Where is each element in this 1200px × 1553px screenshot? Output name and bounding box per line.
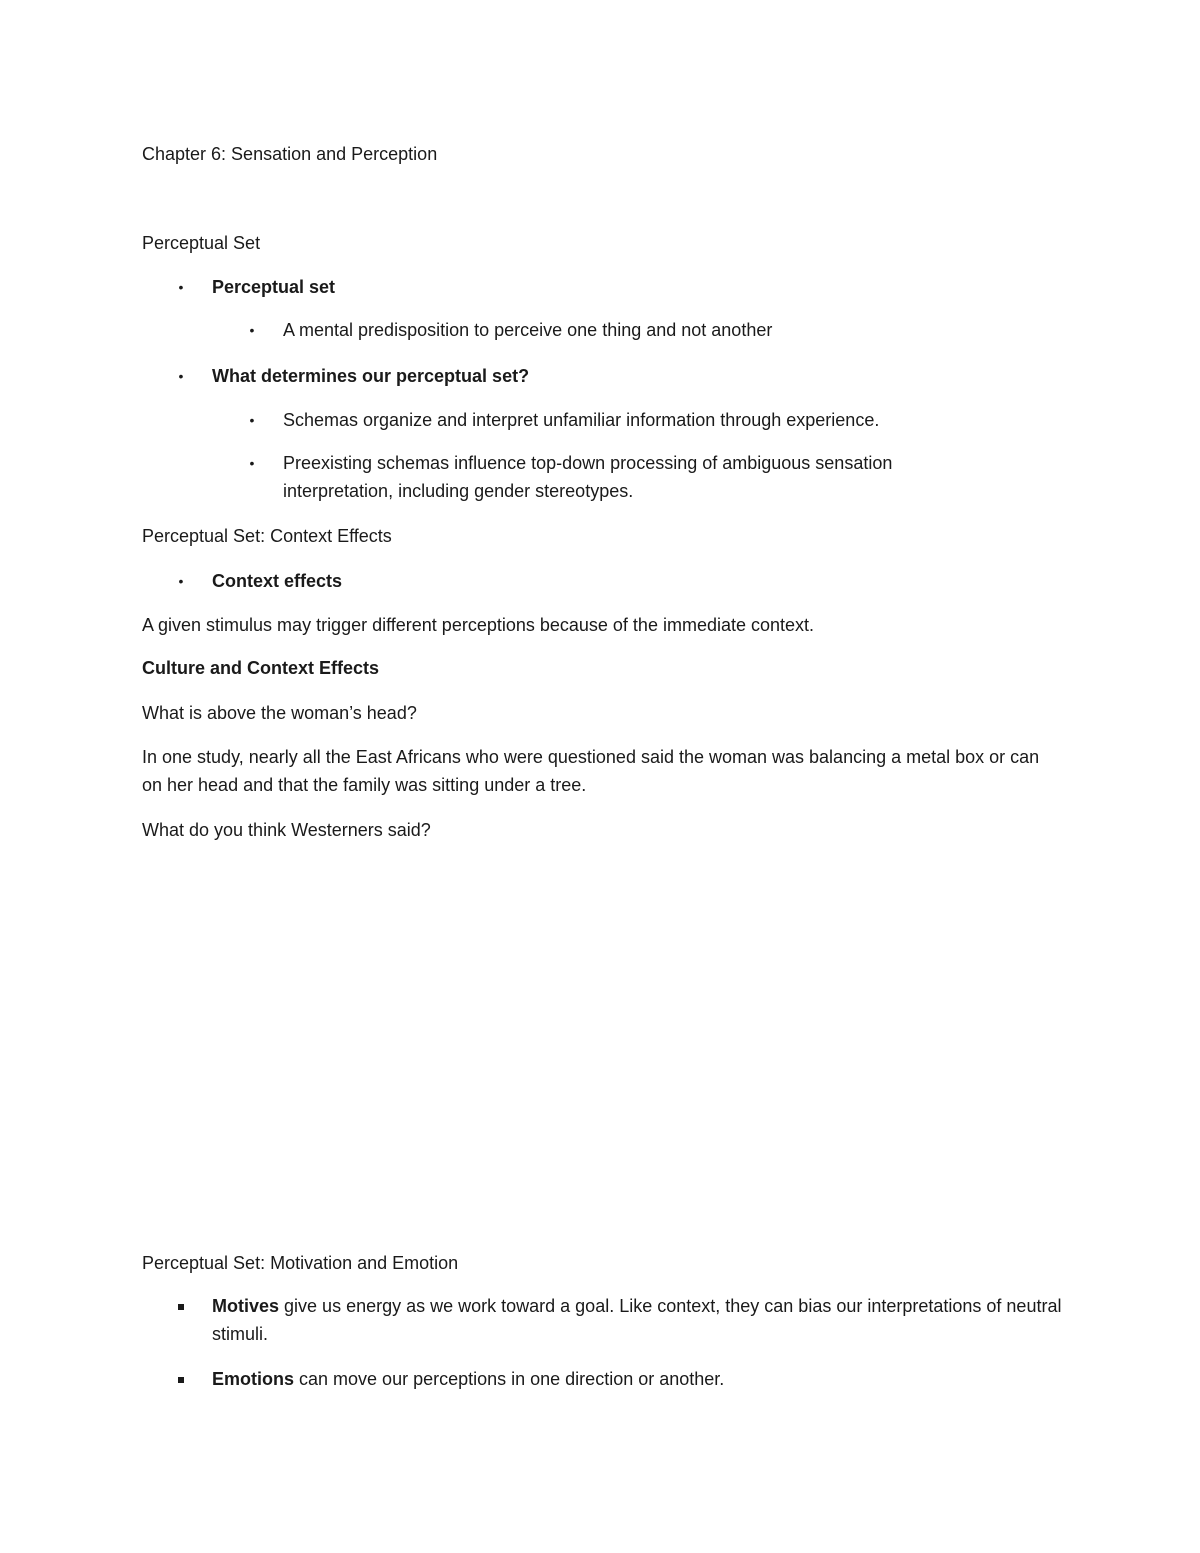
term-motives: Motives: [212, 1296, 280, 1316]
question-text: What is above the woman’s head?: [142, 703, 417, 723]
emotions-text: can move our perceptions in one direction or another.: [294, 1369, 725, 1389]
motives-text: give us energy as we work toward a goal. Like context, they can bias our interpretations of neutral stimuli.: [212, 1296, 1062, 1344]
term-emotions: Emotions: [212, 1369, 295, 1389]
bullet-icon: •: [249, 455, 255, 471]
list-item-what-determines: What determines our perceptual set?: [212, 366, 530, 386]
sub-item-definition: A mental predisposition to perceive one thing and not another: [283, 320, 773, 340]
square-bullet-icon: [178, 1377, 184, 1383]
list-item-motives: [212, 1292, 1072, 1348]
section-heading-motivation: Perceptual Set: Motivation and Emotion: [142, 1253, 459, 1273]
list-item-perceptual-set: Perceptual set: [212, 277, 336, 297]
list-item-context-effects: Context effects: [212, 571, 343, 591]
section-heading-culture: Culture and Context Effects: [142, 658, 380, 678]
sub-item-schemas: Schemas organize and interpret unfamiliar information through experience.: [283, 410, 880, 430]
study-paragraph: In one study, nearly all the East Africans who were questioned said the woman was balancing a metal box or can on her head and that the family was sitting under a tree.: [142, 747, 1040, 795]
page-title: Chapter 6: Sensation and Perception: [142, 144, 438, 164]
bullet-icon: •: [178, 573, 184, 589]
section-heading-context-effects: Perceptual Set: Context Effects: [142, 526, 392, 546]
bullet-icon: •: [178, 368, 184, 384]
section-heading-perceptual-set: Perceptual Set: [142, 233, 261, 253]
bullet-icon: •: [249, 322, 255, 338]
sub-item-preexisting-schemas: Preexisting schemas influence top-down processing of ambiguous sensation interpretation, including gender stereotypes.: [283, 453, 893, 501]
bullet-icon: •: [178, 279, 184, 295]
context-effects-paragraph: A given stimulus may trigger different perceptions because of the immediate context.: [142, 615, 815, 635]
followup-question: What do you think Westerners said?: [142, 820, 431, 840]
square-bullet-icon: [178, 1304, 184, 1310]
bullet-icon: •: [249, 412, 255, 428]
list-item-emotions: [212, 1365, 724, 1393]
